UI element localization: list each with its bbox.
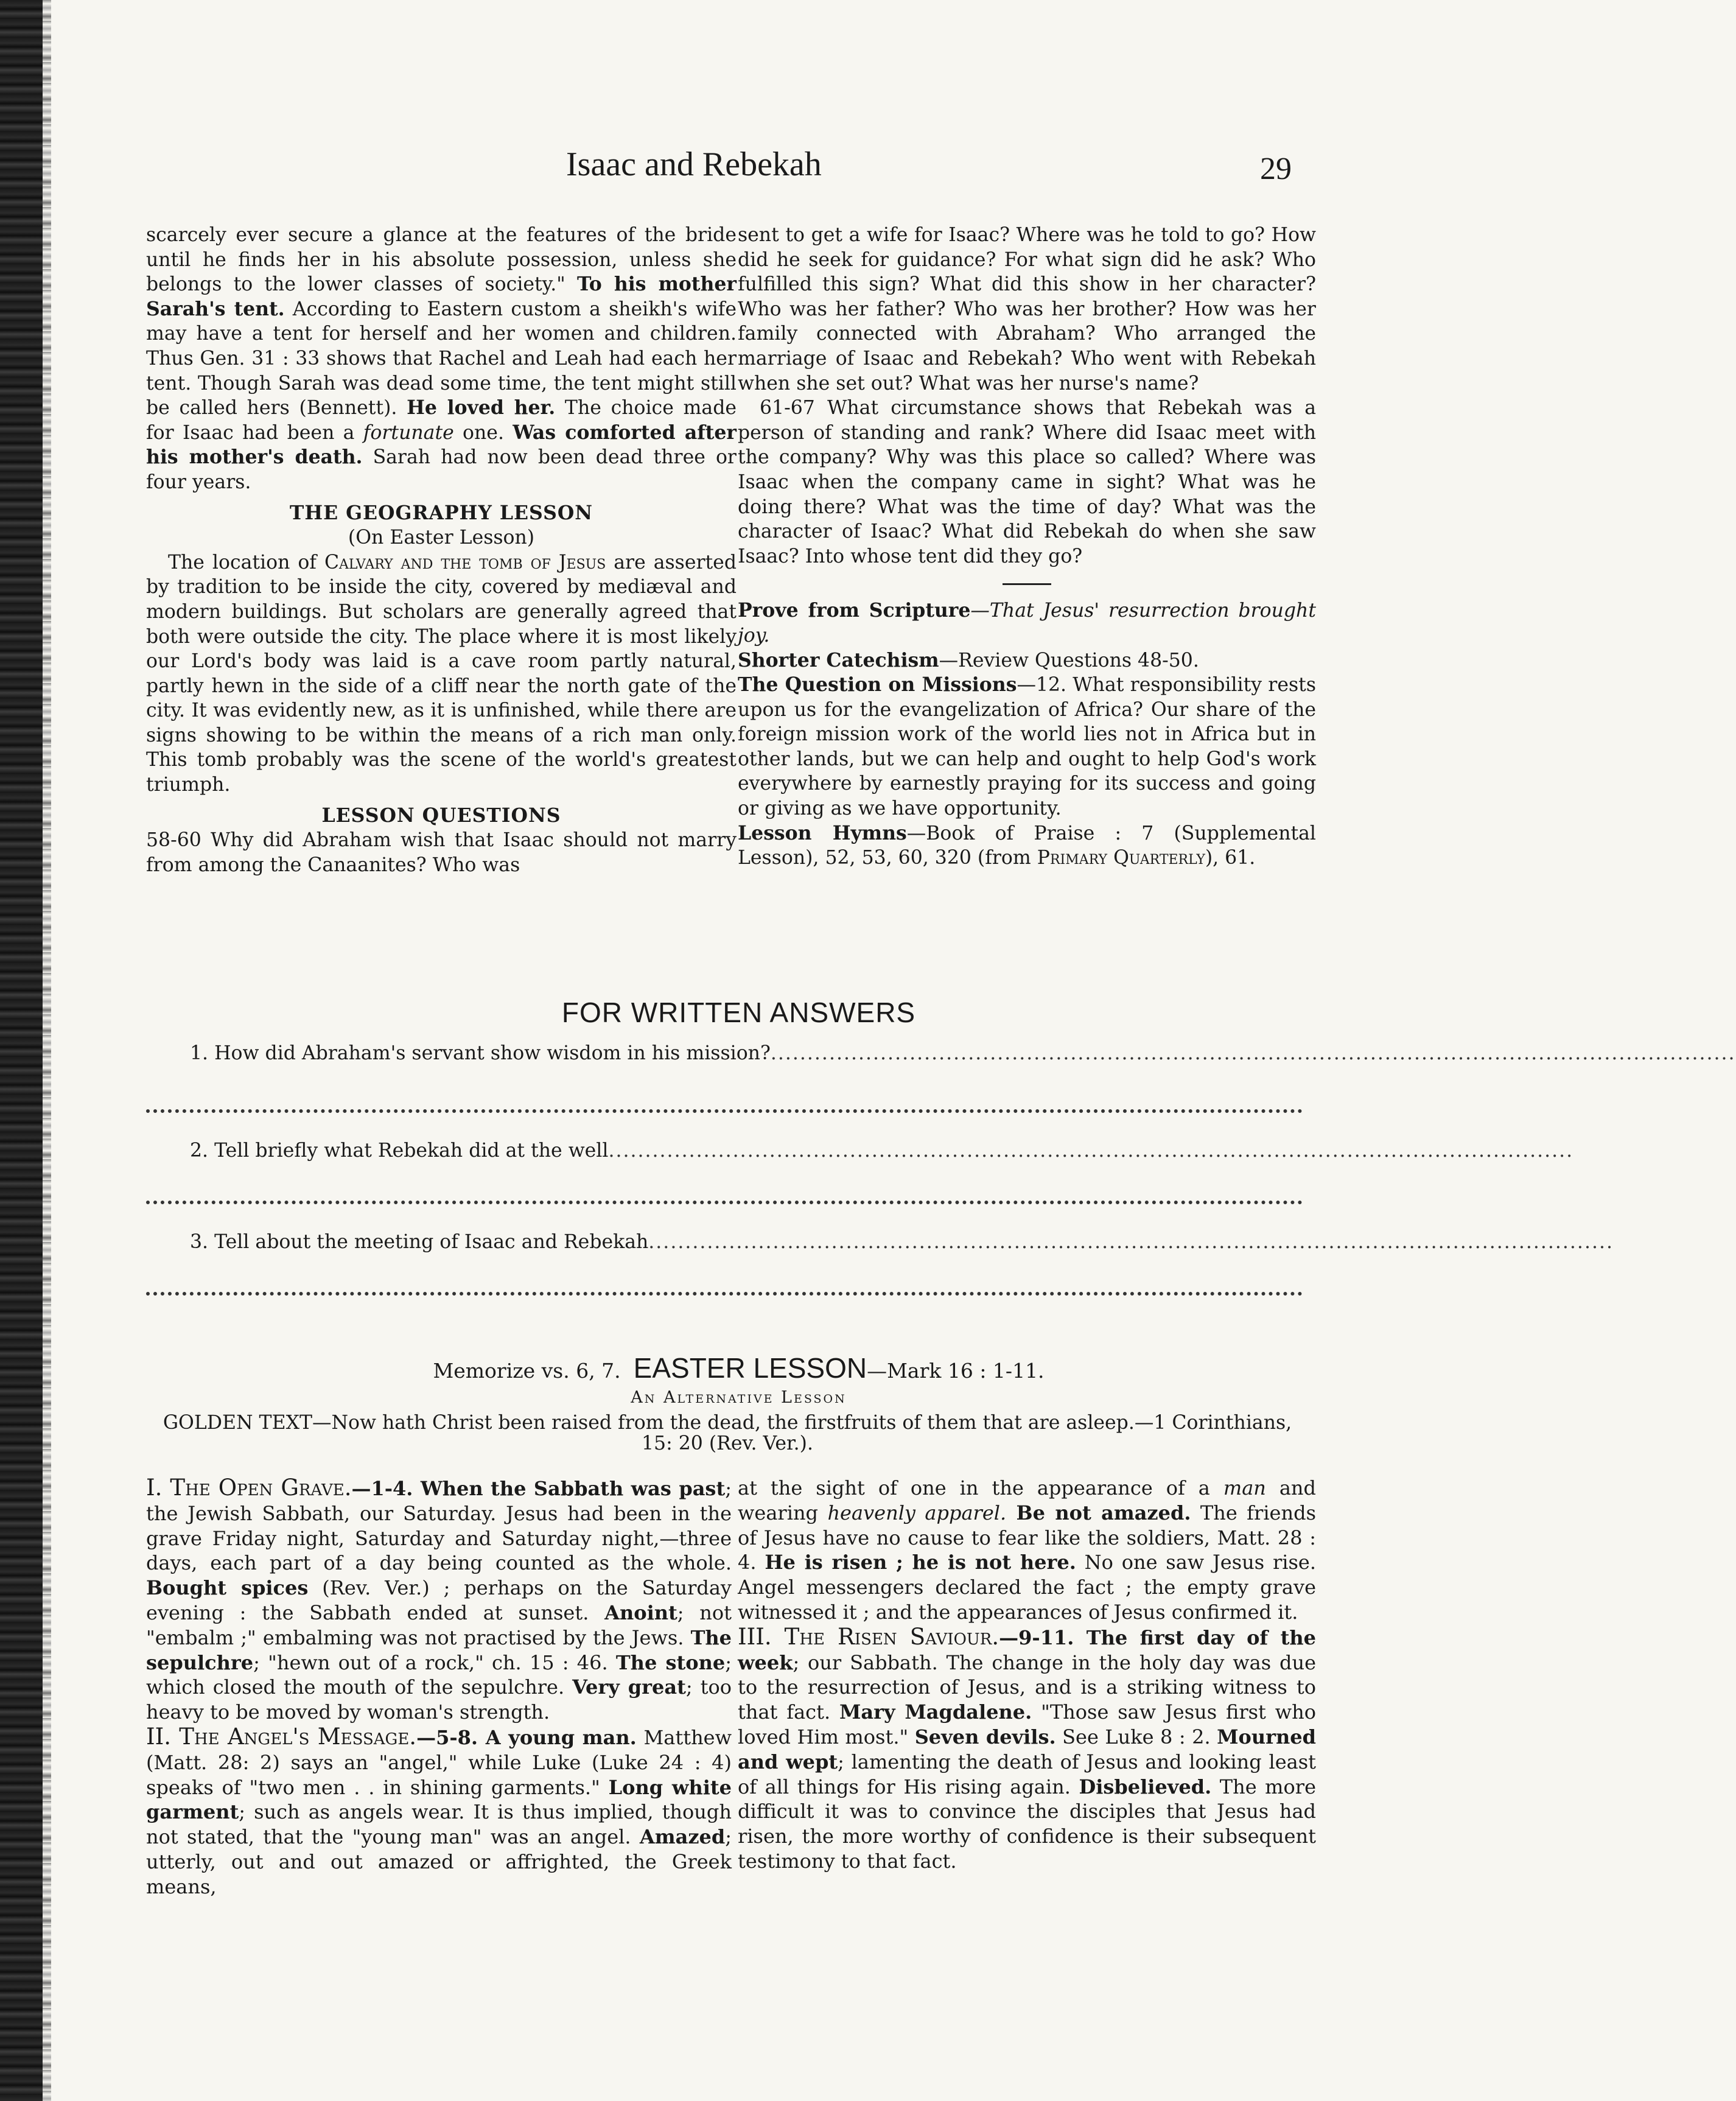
lesson-questions-text: 58-60 Why did Abraham wish that Isaac should not marry from among the Canaanites? Who was <box>146 829 737 876</box>
shorter-catechism: Shorter Catechism—Review Questions 48-50. <box>738 648 1199 672</box>
prove-from-scripture: Prove from Scripture—That Jesus' resurrection brought joy. <box>738 599 1316 647</box>
binding-edge <box>43 0 51 2101</box>
questions-61-67: 61-67 What circumstance shows that Rebekah was a person of standing and rank? Where did Isaac meet with the company? Why was this place so called? Where was Isaac when the company came in sight? What was he doing there? What was the time of day? What was the character of Isaac? What did Rebekah do when she saw Isaac? Into whose tent did they go? <box>738 397 1316 567</box>
section-open-grave: I. The Open Grave.—1-4. When the Sabbath was past; the Jewish Sabbath, our Saturday. Jesus had been in the grave Friday night, Saturday and Saturday night,—three days, each part of a day being counted as the whole. Bought spices (Rev. Ver.) ; perhaps on the Saturday evening : the Sabbath ended at sunset. Anoint; not "embalm ;" embalming was not practised by the Jews. The sepulchre; "hewn out of a rock," ch. 15 : 46. The stone; which closed the mouth of the sepulchre. Very great; too heavy to be moved by woman's strength. <box>146 1475 732 1724</box>
section-angels-message: II. The Angel's Message.—5-8. A young man. Matthew (Matt. 28: 2) says an "angel," while Luke (Luke 24 : 4) speaks of "two men . . in shining garments." Long white garment; such as angels wear. It is thus implied, though not stated, that the "young man" was an angel. Amazed; utterly, out and out amazed or affrighted, the Greek means, <box>146 1723 732 1898</box>
golden-text: GOLDEN TEXT—Now hath Christ been raised from the dead, the firstfruits of them that are asleep.—1 Corinthians, 15: 20 (Rev. Ver.). <box>163 1412 1292 1454</box>
lesson-hymns: Lesson Hymns—Book of Praise : 7 (Supplemental Lesson), 52, 53, 60, 320 (from Primary Quarterly), 61. <box>738 821 1316 869</box>
geography-subheading: (On Easter Lesson) <box>348 527 535 549</box>
written-question-1: 1. How did Abraham's servant show wisdom in his mission?.................................................................................................................................... <box>190 1042 1736 1064</box>
answer-line <box>146 1103 1303 1113</box>
answer-line <box>146 1194 1303 1204</box>
easter-lesson-heading: Memorize vs. 6, 7. EASTER LESSON—Mark 16 : 1-11. <box>433 1352 1045 1384</box>
geography-text: The location of Calvary and the tomb of Jesus are asserted by tradition to be inside the city, covered by mediæval and modern buildings. But scholars are generally agreed that both were outside the city. The place where it is most likely our Lord's body was laid is a cave room partly natural, partly hewn in the side of a cliff near the north gate of the city. It was evidently new, as it is unfinished, while there are signs showing to be within the means of a rich man only. This tomb probably was the scene of the world's greatest triumph. <box>146 551 737 796</box>
right-column <box>738 223 1316 871</box>
left-column <box>146 223 737 877</box>
lesson-questions-heading: LESSON QUESTIONS <box>321 804 561 827</box>
question-on-missions: The Question on Missions—12. What responsibility rests upon us for the evangelization of Africa? Our share of the foreign mission work of the world lies not in Africa but in other lands, but we can help and ought to help God's work everywhere by earnestly praying for its success and going or giving as we have opportunity. <box>738 673 1316 820</box>
geography-heading: THE GEOGRAPHY LESSON <box>289 501 593 524</box>
written-question-3: 3. Tell about the meeting of Isaac and Rebekah.................................................................................................................................... <box>190 1231 1614 1253</box>
alternative-lesson: An Alternative Lesson <box>631 1388 847 1407</box>
written-answers-title: FOR WRITTEN ANSWERS <box>561 997 916 1028</box>
page-title: Isaac and Rebekah <box>566 146 822 183</box>
answer-line <box>146 1286 1303 1296</box>
lesson-left-column <box>146 1476 732 1899</box>
divider <box>1003 583 1051 585</box>
book-binding <box>0 0 43 2101</box>
intro-text: scarcely ever secure a glance at the features of the bride until he finds her in his absolute possession, unless she belongs to the lower classes of society." To his mother Sarah's tent. According to Eastern custom a sheikh's wife may have a tent for herself and her women and children. Thus Gen. 31 : 33 shows that Rachel and Leah had each her tent. Though Sarah was dead some time, the tent might still be called hers (Bennett). He loved her. The choice made for Isaac had been a fortunate one. Was comforted after his mother's death. Sarah had now been dead three or four years. <box>146 224 737 493</box>
page-number: 29 <box>1260 152 1292 186</box>
written-question-2: 2. Tell briefly what Rebekah did at the well.................................................................................................................................... <box>190 1140 1574 1162</box>
lesson-right-column <box>738 1476 1316 1874</box>
angels-message-continued: at the sight of one in the appearance of a man and wearing heavenly apparel. Be not amazed. The friends of Jesus have no cause to fear like the soldiers, Matt. 28 : 4. He is risen ; he is not here. No one saw Jesus rise. Angel messengers declared the fact ; the empty grave witnessed it ; and the appearances of Jesus confirmed it. <box>738 1476 1317 1624</box>
questions-continued: sent to get a wife for Isaac? Where was he told to go? How did he seek for guidance? For what sign did he ask? Who fulfilled this sign? What did this show in her character? Who was her father? Who was her brother? How was her family connected with Abraham? Who arranged the marriage of Isaac and Rebekah? Who went with Rebekah when she set out? What was her nurse's name? <box>738 224 1316 395</box>
section-risen-saviour: III. The Risen Saviour.—9-11. The first day of the week; our Sabbath. The change in the holy day was due to the resurrection of Jesus, and is a striking witness to that fact. Mary Magdalene. "Those saw Jesus first who loved Him most." Seven devils. See Luke 8 : 2. Mourned and wept; lamenting the death of Jesus and looking least of all things for His rising again. Disbelieved. The more difficult it was to convince the disciples that Jesus had risen, the more worthy of confidence is their subsequent testimony to that fact. <box>738 1623 1317 1873</box>
